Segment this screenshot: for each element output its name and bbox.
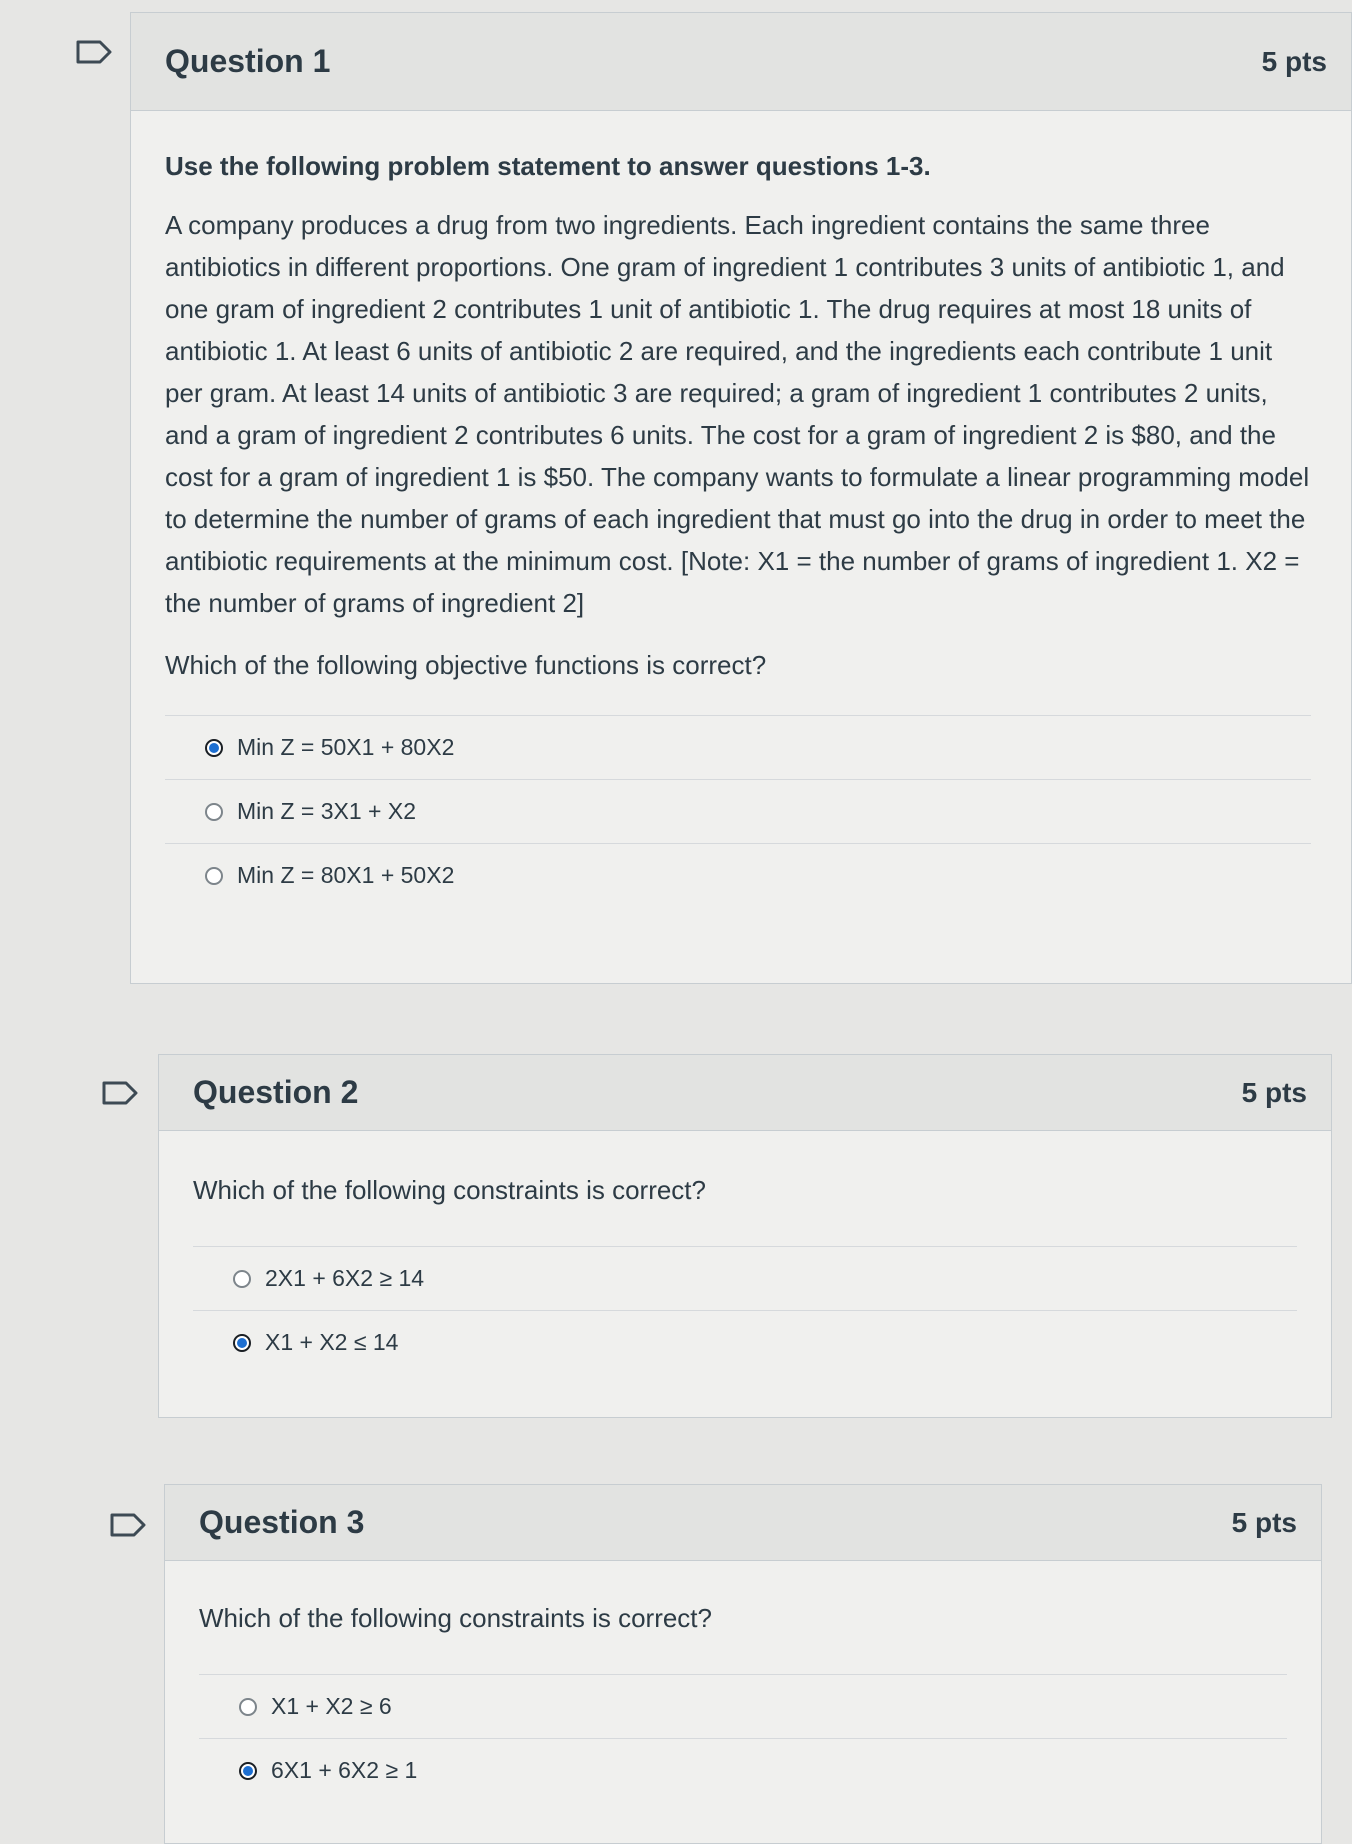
answer-label: 2X1 + 6X2 ≥ 14 (265, 1265, 425, 1291)
flag-icon[interactable] (102, 1081, 138, 1105)
question-prompt: Which of the following constraints is correct? (199, 1603, 712, 1633)
question-2 (158, 1054, 1332, 1418)
question-header (165, 1485, 1321, 1561)
answer-label: Min Z = 50X1 + 80X2 (237, 734, 455, 760)
answer-label: X1 + X2 ≥ 6 (271, 1693, 392, 1719)
flag-icon[interactable] (110, 1513, 146, 1537)
answer-label: 6X1 + 6X2 ≥ 1 (271, 1757, 418, 1783)
answer-option[interactable] (193, 1311, 1297, 1374)
answer-option[interactable] (193, 1247, 1297, 1311)
question-1 (130, 12, 1352, 984)
flag-icon[interactable] (76, 40, 112, 64)
problem-statement: A company produces a drug from two ingredients. Each ingredient contains the same three antibiotics in different proportions. One gram of ingredient 1 contributes 3 units of antibiotic 1, and one gram of ingredient 2 contributes 1 unit of antibiotic 1. The drug requires at most 18 units of antibiotic 1. At least 6 units of antibiotic 2 are required, and the ingredients each contribute 1 unit per gram. At least 14 units of antibiotic 3 are required; a gram of ingredient 1 contributes 2 units, and a gram of ingredient 2 contributes 6 units. The cost for a gram of ingredient 2 is $80, and the cost for a gram of ingredient 1 is $50. The company wants to formulate a linear programming model to determine the number of grams of each ingredient that must go into the drug in order to meet the antibiotic requirements at the minimum cost. [Note: X1 = the number of grams of ingredient 1. X2 = the number of grams of ingredient 2] (165, 210, 1310, 618)
question-points: 5 pts (1241, 1076, 1307, 1108)
answer-option[interactable] (165, 844, 1311, 907)
question-header (131, 13, 1351, 111)
question-prompt: Which of the following constraints is correct? (193, 1175, 706, 1205)
question-prompt: Which of the following objective functions is correct? (165, 650, 767, 680)
radio-selected-icon[interactable] (205, 739, 223, 757)
answer-option[interactable] (199, 1675, 1287, 1739)
question-header (159, 1055, 1331, 1131)
question-3 (164, 1484, 1322, 1844)
radio-icon[interactable] (205, 867, 223, 885)
question-points: 5 pts (1261, 45, 1327, 77)
answer-label: X1 + X2 ≤ 14 (265, 1329, 399, 1355)
answer-option[interactable] (165, 716, 1311, 780)
question-body (165, 1561, 1321, 1822)
question-body (131, 111, 1351, 927)
answer-list (193, 1246, 1297, 1374)
answer-list (199, 1674, 1287, 1802)
question-title: Question 2 (193, 1074, 359, 1110)
answer-option[interactable] (165, 780, 1311, 844)
radio-selected-icon[interactable] (233, 1334, 251, 1352)
answer-list (165, 715, 1311, 907)
radio-icon[interactable] (239, 1698, 257, 1716)
question-body (159, 1131, 1331, 1394)
radio-icon[interactable] (233, 1270, 251, 1288)
answer-label: Min Z = 3X1 + X2 (237, 798, 416, 824)
question-title: Question 1 (165, 43, 331, 79)
radio-icon[interactable] (205, 803, 223, 821)
question-title: Question 3 (199, 1504, 365, 1540)
answer-label: Min Z = 80X1 + 50X2 (237, 862, 455, 888)
radio-selected-icon[interactable] (239, 1762, 257, 1780)
answer-option[interactable] (199, 1739, 1287, 1802)
question-points: 5 pts (1231, 1506, 1297, 1538)
question-intro: Use the following problem statement to answer questions 1-3. (165, 151, 931, 181)
